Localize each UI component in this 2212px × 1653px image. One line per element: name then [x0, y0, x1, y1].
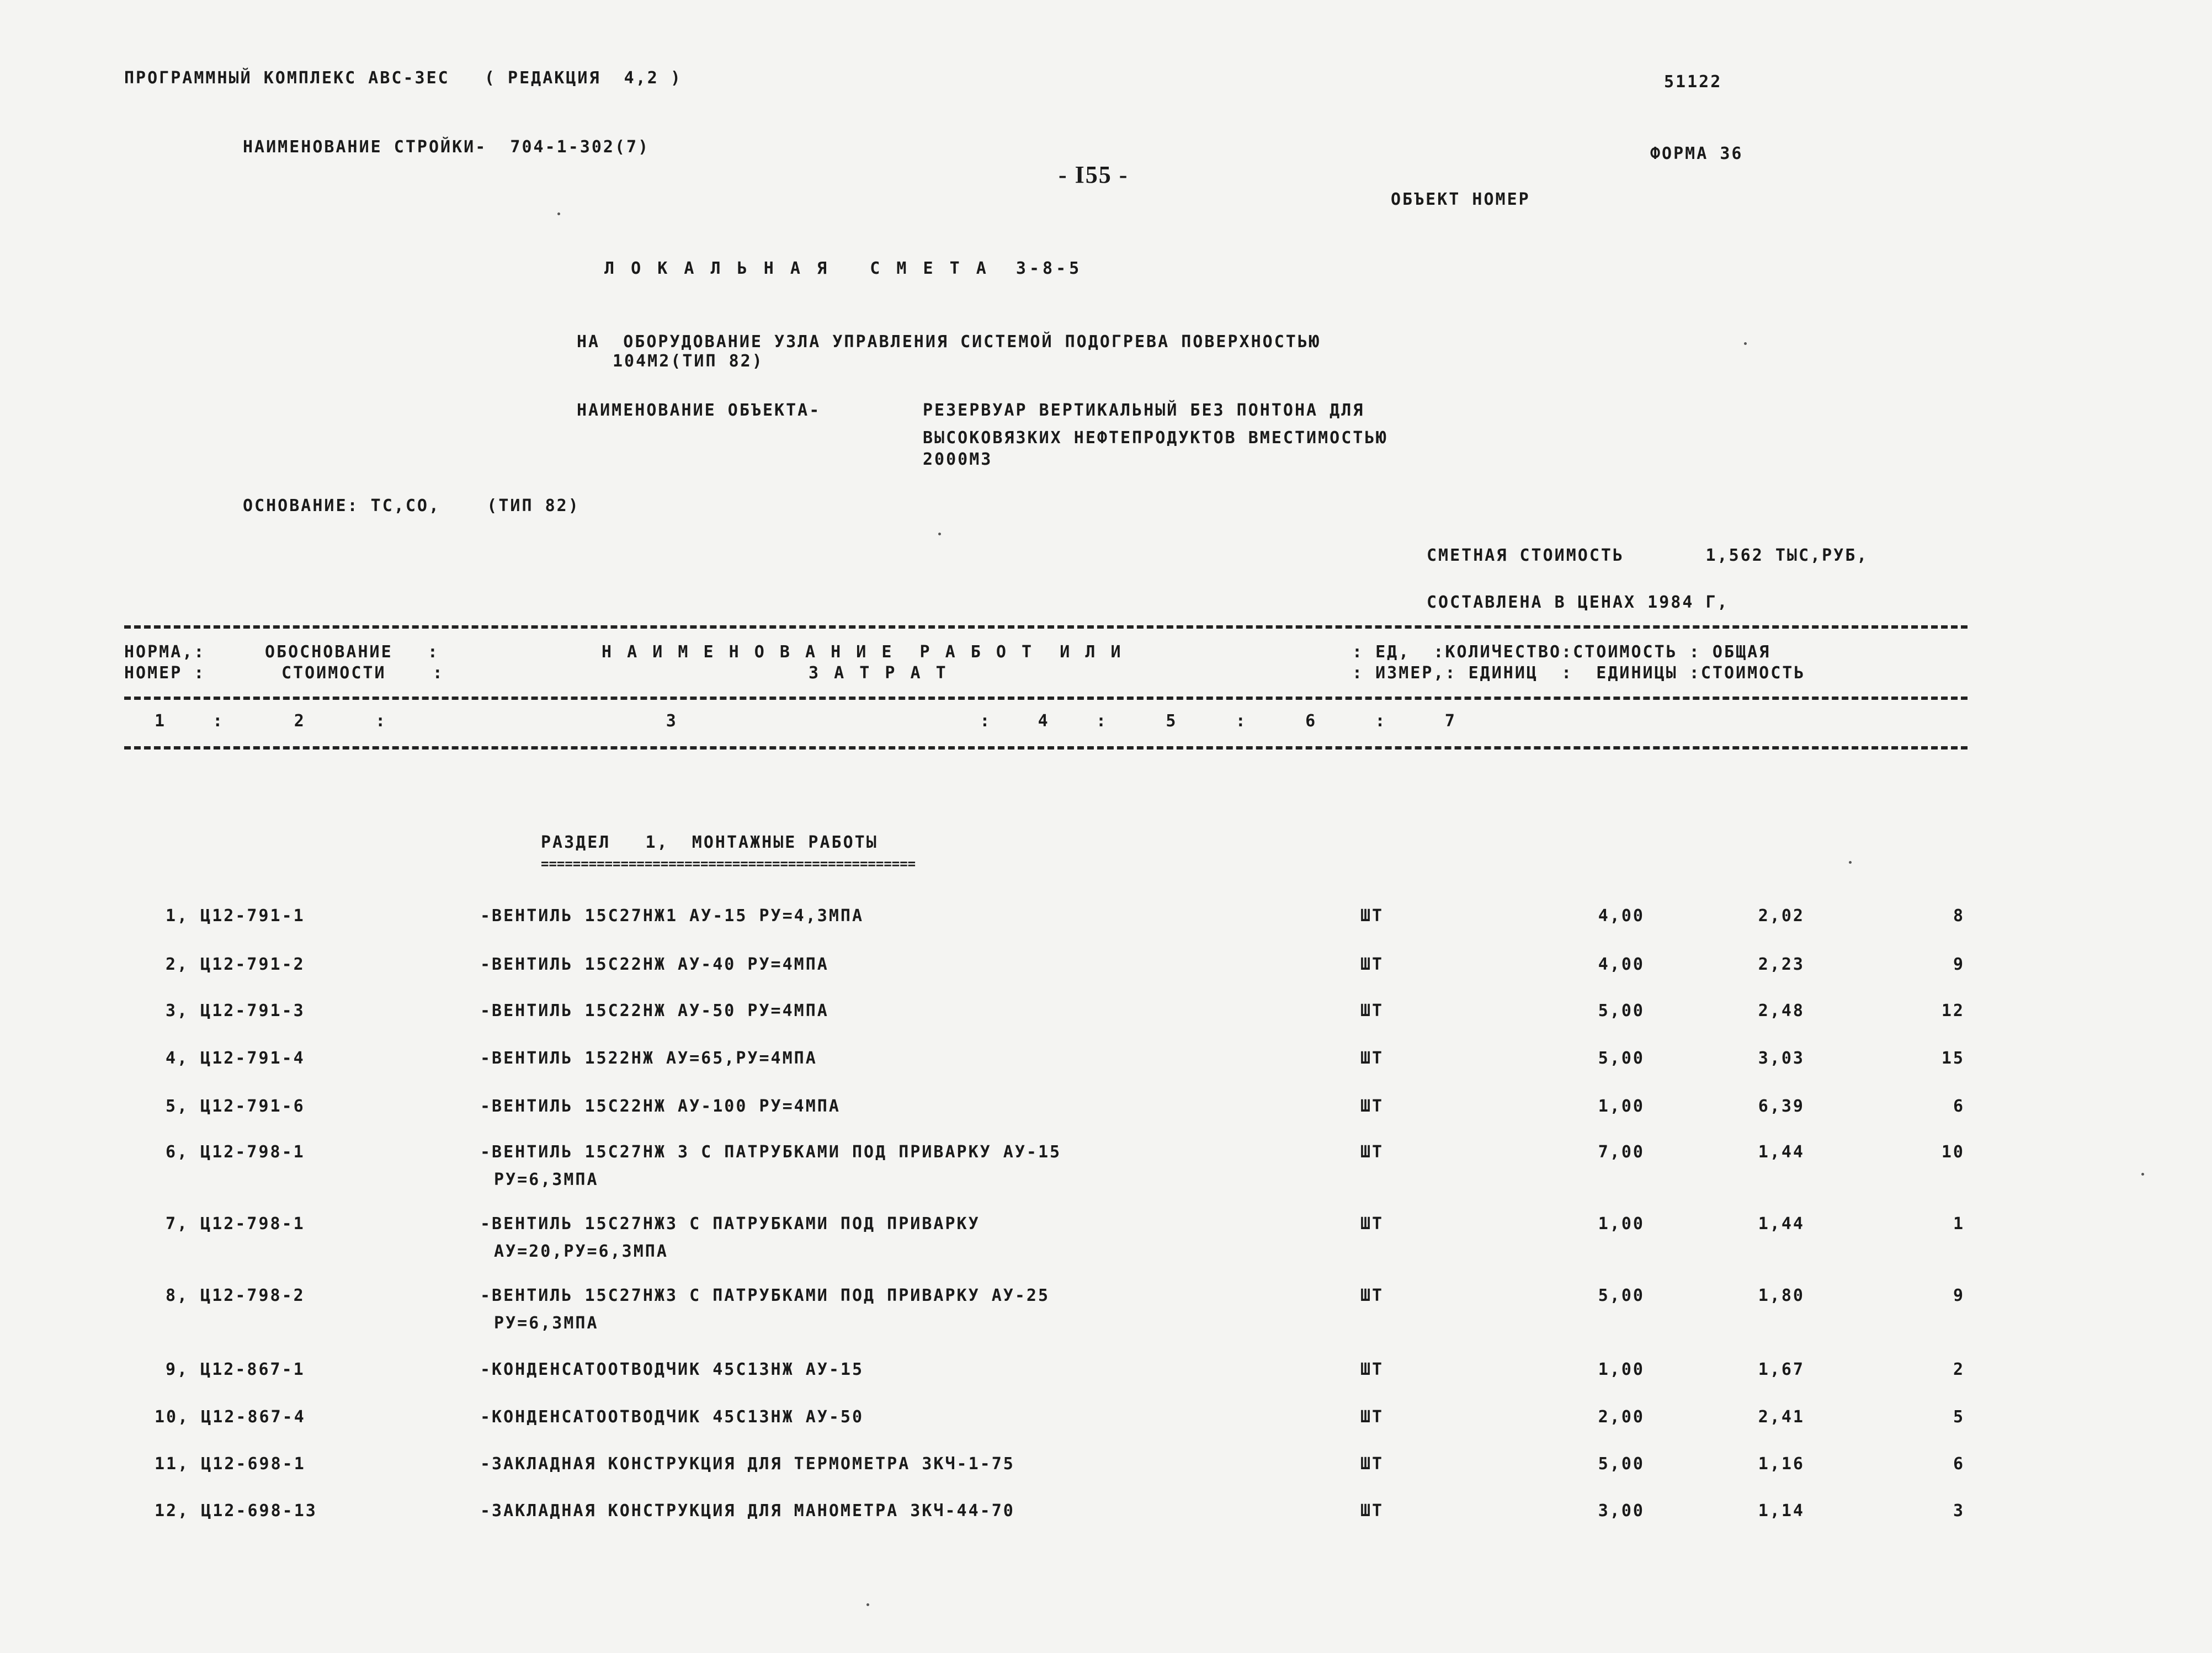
row-name: -ВЕНТИЛЬ 15С27НЖ 3 С ПАТРУБКАМИ ПОД ПРИВАРКУ АУ-15	[480, 1142, 1062, 1162]
row-name-continuation: РУ=6,3МПА	[494, 1170, 599, 1189]
object-line-2: ВЫСОКОВЯЗКИХ НЕФТЕПРОДУКТОВ ВМЕСТИМОСТЬЮ	[923, 428, 1388, 448]
row-name: -КОНДЕНСАТООТВОДЧИК 45С13НЖ АУ-15	[480, 1360, 864, 1379]
column-numbers: 1 : 2 : 3 : 4 : 5 : 6 : 7	[155, 711, 1456, 731]
row-number: 1, Ц12-791-1	[166, 906, 305, 926]
row-number: 8, Ц12-798-2	[166, 1286, 305, 1305]
row-name: -ВЕНТИЛЬ 1522НЖ АУ=65,РУ=4МПА	[480, 1049, 817, 1068]
row-name: -ВЕНТИЛЬ 15С22НЖ АУ-100 РУ=4МПА	[480, 1097, 841, 1116]
row-total: 8	[1953, 906, 1965, 926]
row-total: 12	[1941, 1001, 1965, 1020]
scan-speck	[1849, 861, 1852, 864]
table-row	[0, 1000, 2212, 1044]
row-total: 6	[1953, 1097, 1965, 1116]
row-unit: ШТ	[1360, 1214, 1384, 1234]
row-unit-price: 3,03	[1758, 1049, 1805, 1068]
row-total: 5	[1953, 1407, 1965, 1427]
object-number: ОБЪЕКТ НОМЕР	[1391, 190, 1530, 209]
object-line-1: РЕЗЕРВУАР ВЕРТИКАЛЬНЫЙ БЕЗ ПОНТОНА ДЛЯ	[923, 401, 1365, 420]
col-norm-header-2: НОМЕР :	[124, 663, 206, 683]
row-number: 10, Ц12-867-4	[155, 1407, 306, 1427]
col-name-header-1: Н А И М Е Н О В А Н И Е Р А Б О Т И Л И	[602, 642, 1124, 662]
row-number: 6, Ц12-798-1	[166, 1142, 305, 1162]
row-quantity: 4,00	[1598, 906, 1645, 926]
table-row	[0, 1500, 2212, 1544]
row-unit: ШТ	[1360, 1454, 1384, 1474]
scan-speck	[2141, 1173, 2144, 1176]
row-name: -ВЕНТИЛЬ 15С27НЖ3 С ПАТРУБКАМИ ПОД ПРИВАРКУ	[480, 1214, 980, 1234]
row-name: -ВЕНТИЛЬ 15С27НЖ3 С ПАТРУБКАМИ ПОД ПРИВАРКУ АУ-25	[480, 1286, 1050, 1305]
row-unit: ШТ	[1360, 1360, 1384, 1379]
section-underline: ===============================================	[541, 856, 916, 871]
row-number: 7, Ц12-798-1	[166, 1214, 305, 1234]
row-number: 9, Ц12-867-1	[166, 1360, 305, 1379]
section-title: РАЗДЕЛ 1, МОНТАЖНЫЕ РАБОТЫ	[541, 833, 878, 852]
row-name: -КОНДЕНСАТООТВОДЧИК 45С13НЖ АУ-50	[480, 1407, 864, 1427]
estimated-cost: СМЕТНАЯ СТОИМОСТЬ 1,562 ТЫС,РУБ,	[1427, 546, 1869, 565]
row-quantity: 5,00	[1598, 1049, 1645, 1068]
row-unit-price: 6,39	[1758, 1097, 1805, 1116]
page-number: - I55 -	[1059, 161, 1129, 188]
row-name: -ЗАКЛАДНАЯ КОНСТРУКЦИЯ ДЛЯ ТЕРМОМЕТРА ЗКЧ-1-75	[480, 1454, 1015, 1474]
table-row	[0, 1141, 2212, 1189]
row-unit-price: 1,44	[1758, 1214, 1805, 1234]
table-row	[0, 1406, 2212, 1450]
row-unit-price: 1,16	[1758, 1454, 1805, 1474]
row-total: 2	[1953, 1360, 1965, 1379]
row-total: 6	[1953, 1454, 1965, 1474]
row-unit: ШТ	[1360, 1286, 1384, 1305]
row-number: 5, Ц12-791-6	[166, 1097, 305, 1116]
table-row	[0, 1453, 2212, 1497]
row-unit: ШТ	[1360, 1097, 1384, 1116]
row-quantity: 4,00	[1598, 955, 1645, 974]
row-unit-price: 1,80	[1758, 1286, 1805, 1305]
row-name: -ВЕНТИЛЬ 15С22НЖ АУ-50 РУ=4МПА	[480, 1001, 829, 1020]
scan-speck	[938, 533, 941, 535]
prices-year: СОСТАВЛЕНА В ЦЕНАХ 1984 Г,	[1427, 593, 1729, 612]
row-unit-price: 1,67	[1758, 1360, 1805, 1379]
document-code: 51122	[1664, 72, 1722, 92]
table-numbers-rule	[124, 746, 1968, 750]
table-top-rule	[124, 625, 1968, 629]
table-row	[0, 1285, 2212, 1333]
program-header: ПРОГРАММНЫЙ КОМПЛЕКС АВС-3ЕС ( РЕДАКЦИЯ 4,2 )	[124, 68, 682, 88]
table-row	[0, 1213, 2212, 1261]
row-unit-price: 1,44	[1758, 1142, 1805, 1162]
basis-line: ОСНОВАНИЕ: ТС,СО, (ТИП 82)	[243, 496, 580, 515]
table-row	[0, 905, 2212, 949]
col-basis-header-1: ОБОСНОВАНИЕ :	[265, 642, 439, 662]
construction-name: НАИМЕНОВАНИЕ СТРОЙКИ- 704-1-302(7)	[243, 137, 650, 157]
row-total: 15	[1941, 1049, 1965, 1068]
row-quantity: 5,00	[1598, 1001, 1645, 1020]
row-number: 3, Ц12-791-3	[166, 1001, 305, 1020]
row-quantity: 1,00	[1598, 1214, 1645, 1234]
row-name: -ВЕНТИЛЬ 15С22НЖ АУ-40 РУ=4МПА	[480, 955, 829, 974]
col-basis-header-2: СТОИМОСТИ :	[281, 663, 444, 683]
subject-line-2: 104М2(ТИП 82)	[613, 352, 764, 371]
row-total: 9	[1953, 1286, 1965, 1305]
row-name-continuation: РУ=6,3МПА	[494, 1314, 599, 1333]
row-unit: ШТ	[1360, 1142, 1384, 1162]
row-unit: ШТ	[1360, 955, 1384, 974]
document-title: Л О К А Л Ь Н А Я С М Е Т А 3-8-5	[604, 259, 1083, 278]
scan-speck	[866, 1603, 869, 1606]
row-quantity: 1,00	[1598, 1360, 1645, 1379]
row-quantity: 7,00	[1598, 1142, 1645, 1162]
col-values-header-1: : ЕД, :КОЛИЧЕСТВО:СТОИМОСТЬ : ОБЩАЯ	[1352, 642, 1771, 662]
row-unit-price: 1,14	[1758, 1501, 1805, 1521]
table-row	[0, 1048, 2212, 1092]
row-name: -ВЕНТИЛЬ 15С27НЖ1 АУ-15 РУ=4,3МПА	[480, 906, 864, 926]
scan-speck	[557, 212, 560, 215]
object-line-3: 2000М3	[923, 450, 993, 469]
row-unit: ШТ	[1360, 906, 1384, 926]
row-name: -ЗАКЛАДНАЯ КОНСТРУКЦИЯ ДЛЯ МАНОМЕТРА ЗКЧ-44-70	[480, 1501, 1015, 1521]
row-total: 3	[1953, 1501, 1965, 1521]
row-total: 1	[1953, 1214, 1965, 1234]
row-unit: ШТ	[1360, 1001, 1384, 1020]
form-number: ФОРМА 36	[1650, 144, 1743, 163]
row-total: 10	[1941, 1142, 1965, 1162]
table-row	[0, 954, 2212, 998]
subject-line-1: НА ОБОРУДОВАНИЕ УЗЛА УПРАВЛЕНИЯ СИСТЕМОЙ ПОДОГРЕВА ПОВЕРХНОСТЬЮ	[577, 332, 1321, 352]
row-unit-price: 2,41	[1758, 1407, 1805, 1427]
row-unit-price: 2,02	[1758, 906, 1805, 926]
row-unit: ШТ	[1360, 1501, 1384, 1521]
col-name-header-2: З А Т Р А Т	[809, 663, 949, 683]
row-unit-price: 2,48	[1758, 1001, 1805, 1020]
row-total: 9	[1953, 955, 1965, 974]
table-row	[0, 1096, 2212, 1140]
col-values-header-2: : ИЗМЕР,: ЕДИНИЦ : ЕДИНИЦЫ :СТОИМОСТЬ	[1352, 663, 1806, 683]
row-number: 11, Ц12-698-1	[155, 1454, 306, 1474]
row-number: 2, Ц12-791-2	[166, 955, 305, 974]
row-number: 12, Ц12-698-13	[155, 1501, 317, 1521]
row-quantity: 2,00	[1598, 1407, 1645, 1427]
row-unit: ШТ	[1360, 1049, 1384, 1068]
col-norm-header-1: НОРМА,:	[124, 642, 206, 662]
row-unit-price: 2,23	[1758, 955, 1805, 974]
row-quantity: 3,00	[1598, 1501, 1645, 1521]
row-quantity: 5,00	[1598, 1286, 1645, 1305]
table-header-rule	[124, 697, 1968, 700]
scan-speck	[1744, 342, 1747, 345]
row-unit: ШТ	[1360, 1407, 1384, 1427]
row-name-continuation: АУ=20,РУ=6,3МПА	[494, 1242, 668, 1261]
table-row	[0, 1359, 2212, 1403]
row-quantity: 5,00	[1598, 1454, 1645, 1474]
object-label: НАИМЕНОВАНИЕ ОБЪЕКТА-	[577, 401, 821, 420]
row-number: 4, Ц12-791-4	[166, 1049, 305, 1068]
row-quantity: 1,00	[1598, 1097, 1645, 1116]
